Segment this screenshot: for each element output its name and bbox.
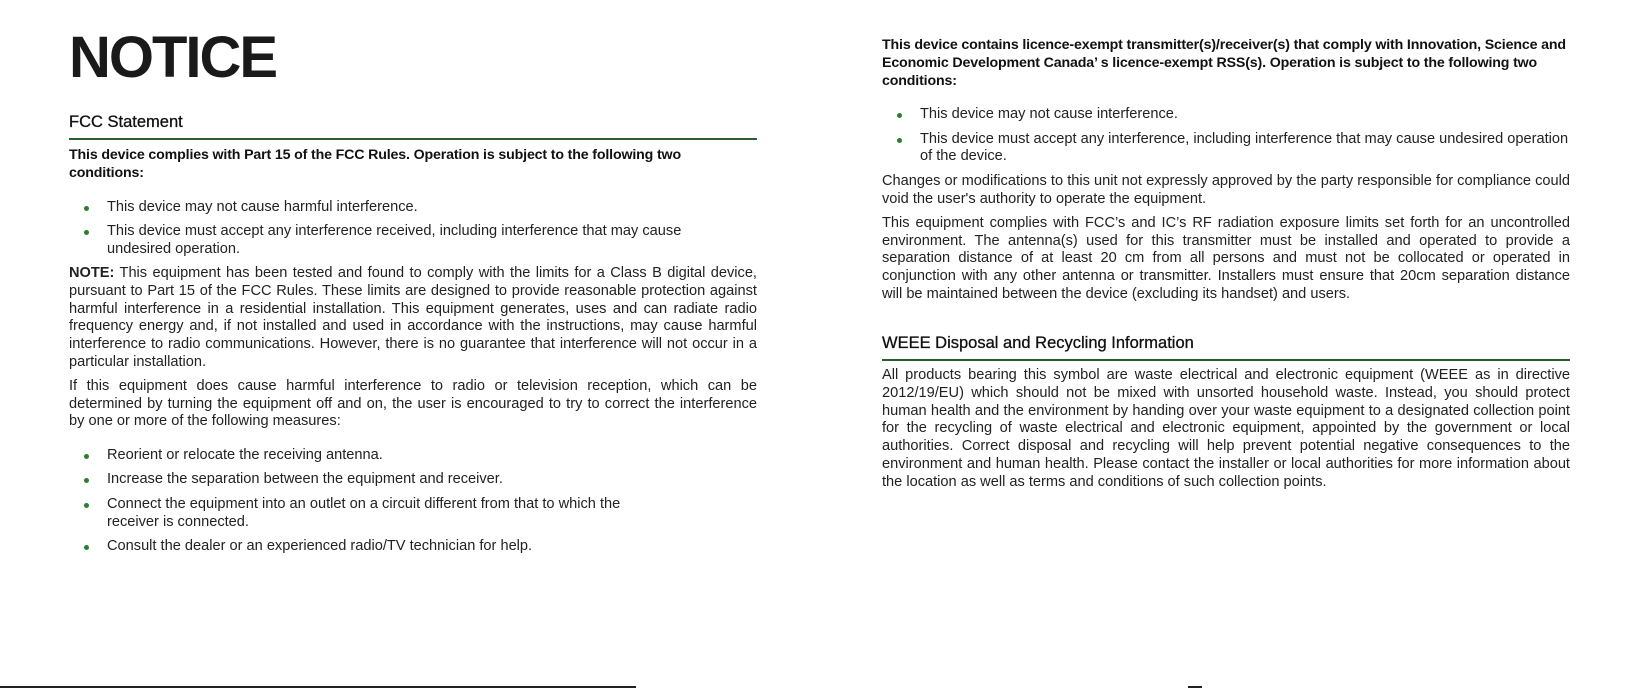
ised-conditions-list (882, 106, 1570, 166)
bullet-icon (84, 230, 89, 235)
fcc-interference-paragraph: If this equipment does cause harmful interference to radio or television reception, which can be determined by turning the equipment off and on, the user is encouraged to try to correct the interference by one or more of the following measures: (69, 377, 757, 430)
note-label: NOTE: (69, 264, 115, 281)
weee-paragraph: All products bearing this symbol are waste electrical and electronic equipment (WEEE as in directive 2012/19/EU) which should not be mixed with unsorted household waste. Instead, you should protect human health and the environment by handing over your waste equipment to a designated collection point for the recycling of waste electrical and electronic equipment, appointed by the government or local authorities. Correct disposal and recycling will help prevent potential negative consequences to the environment and human health. Please contact the installer or local authorities for more information about the location as well as terms and conditions of such collection points. (882, 367, 1570, 490)
measure-text: Consult the dealer or an experienced radio/TV technician for help. (107, 537, 533, 554)
measure-text: Connect the equipment into an outlet on a circuit different from that to which the receiver is connected. (107, 495, 621, 530)
condition-text: This device may not cause harmful interference. (107, 198, 418, 215)
fcc-statement-section (69, 112, 757, 562)
bullet-icon (897, 113, 902, 118)
fcc-lead-text: This device complies with Part 15 of the FCC Rules. Operation is subject to the following two conditions: (69, 147, 681, 181)
list-item (882, 106, 1570, 124)
fcc-statement-heading: FCC Statement (69, 112, 757, 140)
note-text: This equipment has been tested and found to comply with the limits for a Class B digital device, pursuant to Part 15 of the FCC Rules. These limits are designed to provide reasonable protection against harmful interference in a residential installation. This equipment generates, uses and can radiate radio frequency energy and, if not installed and used in accordance with the instructions, may cause harmful interference to radio communications. However, there is no guarantee that interference will not occur in a particular installation. (69, 264, 757, 370)
condition-text: This device must accept any interference, including interference that may cause undesired operation of the device. (920, 130, 1569, 165)
list-item (69, 223, 757, 259)
page-title: NOTICE (69, 25, 277, 90)
fcc-measures-list (69, 447, 757, 555)
fcc-note-paragraph (69, 265, 757, 372)
bullet-icon (84, 545, 89, 550)
list-item (69, 496, 757, 532)
ised-lead-text: This device contains licence-exempt transmitter(s)/receiver(s) that comply with Innovation, Science and Economic Development Canada’ s licence-exempt RSS(s). Operation is subject to the following two conditions: (882, 37, 1566, 89)
left-page (69, 0, 757, 688)
list-item (69, 538, 757, 556)
list-item (69, 447, 757, 465)
bullet-icon (84, 478, 89, 483)
list-item (69, 471, 757, 489)
condition-text: This device must accept any interference received, including interference that may cause undesired operation. (107, 222, 682, 257)
weee-section (882, 333, 1570, 492)
changes-paragraph: Changes or modifications to this unit not expressly approved by the party responsible for compliance could void the user's authority to operate the equipment. (882, 173, 1570, 208)
condition-text: This device may not cause interference. (920, 106, 1178, 123)
ised-section (882, 37, 1570, 304)
fcc-conditions-list (69, 199, 757, 259)
bullet-icon (897, 138, 902, 143)
rf-exposure-paragraph: This equipment complies with FCC’s and IC’s RF radiation exposure limits set forth for an uncontrolled environment. The antenna(s) used for this transmitter must be installed and operated to provide a separation distance of at least 20 cm from all persons and must not be collocated or operated in conjunction with any other antenna or transmitter. Installers must ensure that 20cm separation distance will be maintained between the device (excluding its handset) and users. (882, 214, 1570, 303)
list-item (69, 199, 757, 217)
weee-heading: WEEE Disposal and Recycling Information (882, 333, 1570, 361)
bullet-icon (84, 206, 89, 211)
right-page (882, 0, 1570, 688)
measure-text: Increase the separation between the equipment and receiver. (107, 471, 503, 488)
bullet-icon (84, 454, 89, 459)
bullet-icon (84, 503, 89, 508)
list-item (882, 131, 1570, 167)
measure-text: Reorient or relocate the receiving antenna. (107, 447, 383, 464)
